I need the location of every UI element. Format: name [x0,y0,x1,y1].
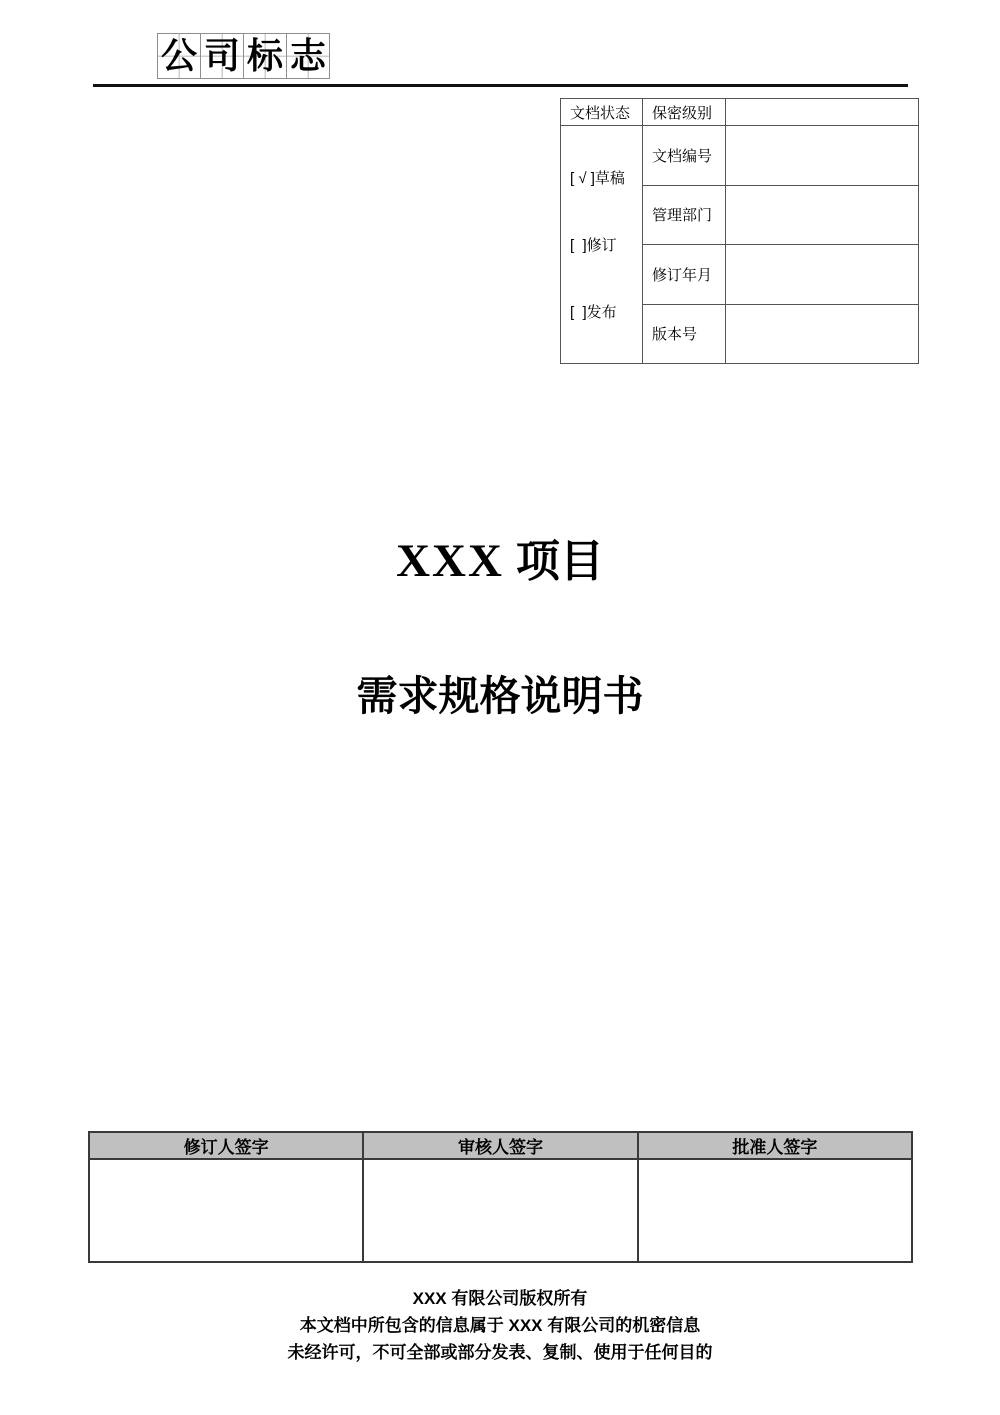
copyright-line-confidential: 本文档中所包含的信息属于 XXX 有限公司的机密信息 [299,1316,701,1335]
logo-char: 司 [203,36,240,76]
doc-status-header: 文档状态 [561,99,643,126]
field-label-security-level: 保密级别 [643,99,726,126]
field-value-version-number[interactable] [726,304,919,364]
title-project-word: 项目 [515,537,604,586]
logo-char-box [200,33,244,79]
field-value-security-level[interactable] [726,99,919,126]
field-value-managing-dept[interactable] [726,185,919,245]
logo-char-box [286,33,330,79]
doc-subtitle: 需求规格说明书 [356,673,644,719]
signature-cell-reviewer[interactable] [363,1159,637,1262]
signature-cell-reviser[interactable] [89,1159,363,1262]
signature-header-reviser: 修订人签字 [89,1132,363,1159]
field-value-doc-number[interactable] [726,126,919,186]
page-title [0,530,1000,603]
logo-char-box [243,33,287,79]
logo-char: 志 [289,36,326,76]
signature-cell-approver[interactable] [638,1159,912,1262]
logo-char: 公 [160,36,197,76]
doc-info-table [560,98,919,364]
copyright-line-restriction: 未经许可，不可全部或部分发表、复制、使用于任何目的 [287,1343,713,1362]
status-option-draft: [ √ ]草稿 [570,170,625,187]
field-label-version-number: 版本号 [643,304,726,364]
doc-status-options [561,126,643,364]
logo-char-box [157,33,201,79]
title-project-code: XXX [396,535,504,587]
field-label-managing-dept: 管理部门 [643,185,726,245]
signature-header-row [89,1132,912,1159]
signature-header-reviewer: 审核人签字 [363,1132,637,1159]
status-option-released: [ ]发布 [570,304,617,321]
copyright-line-owner: XXX 有限公司版权所有 [412,1289,588,1308]
field-label-revision-date: 修订年月 [643,245,726,305]
status-option-revised: [ ]修订 [570,237,617,254]
doc-info-row [561,99,919,126]
company-logo [157,33,330,79]
field-label-doc-number: 文档编号 [643,126,726,186]
signature-body-row [89,1159,912,1262]
signature-table [88,1131,913,1263]
signature-header-approver: 批准人签字 [638,1132,912,1159]
field-value-revision-date[interactable] [726,245,919,305]
copyright-notice [0,1285,1000,1366]
doc-info-row [561,126,919,186]
logo-char: 标 [246,36,283,76]
header-divider [93,84,908,87]
